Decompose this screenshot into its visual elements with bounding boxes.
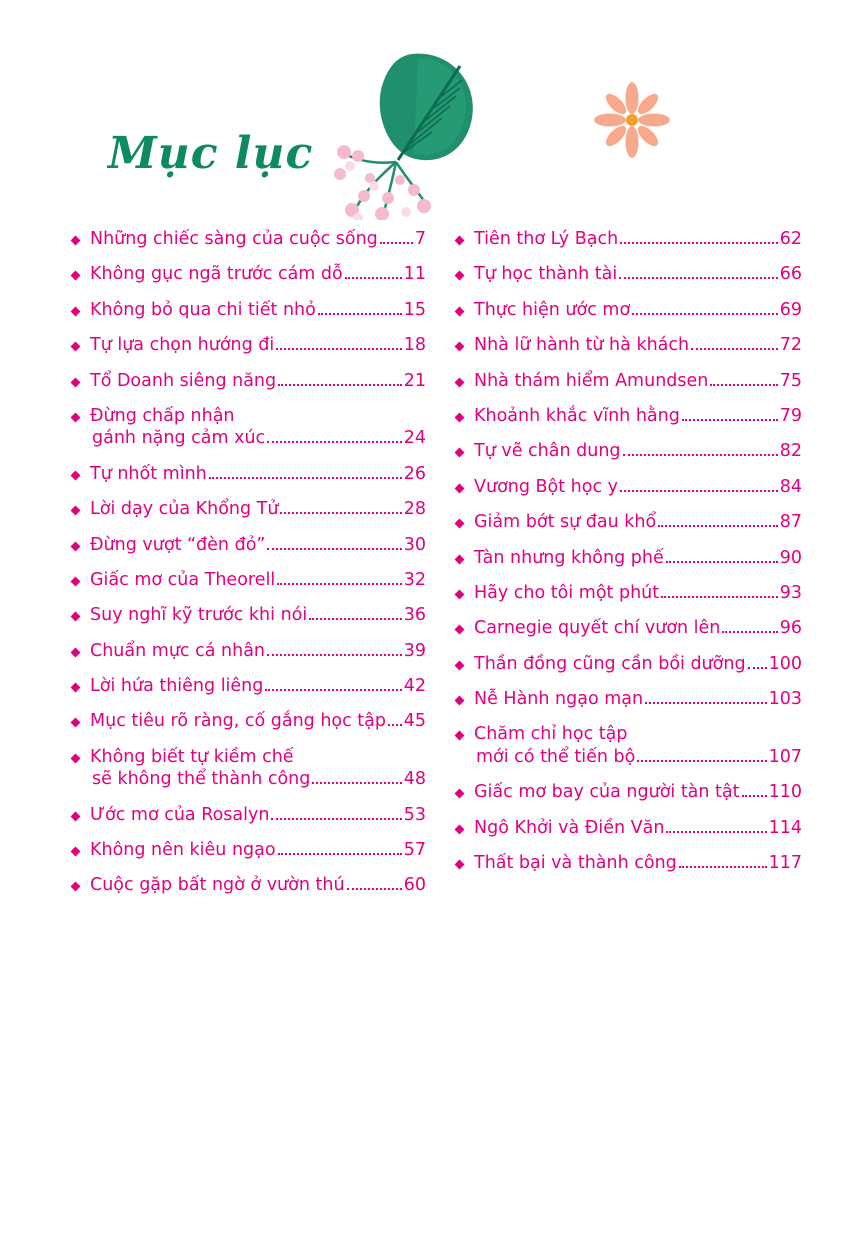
toc-entry-title: Chuẩn mực cá nhân (90, 640, 266, 661)
toc-entry-line (90, 768, 426, 790)
toc-entry-body (474, 370, 802, 392)
toc-entry-body (474, 405, 802, 427)
leader-dots (661, 595, 778, 598)
leader-dots (318, 312, 402, 315)
toc-entry-page-number: 45 (403, 711, 426, 732)
toc-entry-body (474, 440, 802, 462)
toc-entry-body (474, 582, 802, 604)
toc-entry-page-number: 24 (403, 428, 426, 449)
toc-entry-line (474, 723, 802, 745)
toc-entry-line (90, 299, 426, 321)
toc-entry-body (90, 463, 426, 485)
toc-entry-line (474, 405, 802, 427)
toc-entry-page-number: 72 (779, 335, 802, 356)
toc-entry-page-number: 93 (779, 582, 802, 603)
leader-dots (276, 347, 401, 350)
toc-entry[interactable] (456, 723, 802, 768)
toc-entry-page-number: 96 (779, 618, 802, 639)
toc-entry-page-number: 39 (403, 640, 426, 661)
toc-entry-page-number: 30 (403, 534, 426, 555)
toc-entry-title: Thất bại và thành công (474, 853, 677, 874)
toc-entry-page-number: 26 (403, 463, 426, 484)
toc-entry-line (474, 582, 802, 604)
diamond-bullet-icon (72, 379, 86, 386)
diamond-bullet-icon (72, 308, 86, 315)
toc-entry[interactable] (456, 476, 802, 498)
toc-entry-title: Hãy cho tôi một phút (474, 582, 660, 603)
toc-entry-page-number: 103 (768, 689, 802, 710)
diamond-bullet-icon (456, 591, 470, 598)
toc-entry-title: Khoảnh khắc vĩnh hằng (474, 405, 680, 426)
leader-dots (278, 852, 402, 855)
page-title: Mục lục (108, 128, 314, 179)
toc-entry-line (474, 852, 802, 874)
toc-entry[interactable] (72, 569, 426, 591)
toc-entry[interactable] (72, 710, 426, 732)
toc-entry-title: Tự vẽ chân dung (474, 441, 621, 462)
leader-dots (388, 723, 402, 726)
toc-entry-title: Thực hiện ước mơ (474, 299, 631, 320)
toc-entry[interactable] (72, 263, 426, 285)
toc-entry-page-number: 82 (779, 441, 802, 462)
toc-entry-body (474, 228, 802, 250)
toc-entry-title: Mục tiêu rõ ràng, cố gắng học tập (90, 711, 387, 732)
toc-entry-line (90, 427, 426, 449)
diamond-bullet-icon (72, 507, 86, 514)
toc-entry[interactable] (456, 688, 802, 710)
toc-entry-title: Giấc mơ bay của người tàn tật (474, 782, 740, 803)
toc-entry-title: Tiên thơ Lý Bạch (474, 229, 619, 249)
toc-entry-body (474, 476, 802, 498)
toc-entry-title: Vương Bột học y (474, 476, 619, 497)
toc-entry-line (90, 839, 426, 861)
toc-entry-title: Lời dạy của Khổng Tử (90, 499, 279, 520)
diamond-bullet-icon (456, 732, 470, 739)
toc-entry-line (90, 874, 426, 896)
diamond-bullet-icon (456, 556, 470, 563)
toc-entry-title: Nhà thám hiểm Amundsen (474, 370, 709, 391)
diamond-bullet-icon (456, 237, 470, 244)
toc-entry-body (474, 817, 802, 839)
toc-entry[interactable] (72, 604, 426, 626)
toc-entry-line (474, 617, 802, 639)
toc-entry-title: Tự lựa chọn hướng đi (90, 335, 275, 356)
toc-entry-page-number: 21 (403, 370, 426, 391)
diamond-bullet-icon (456, 826, 470, 833)
toc-entry-title: Tổ Doanh siêng năng (90, 370, 277, 391)
toc-entry-page-number: 28 (403, 499, 426, 520)
toc-entry-line (90, 263, 426, 285)
toc-entry-body (474, 781, 802, 803)
toc-entry[interactable] (456, 617, 802, 639)
diamond-bullet-icon (72, 755, 86, 762)
toc-entry[interactable] (72, 370, 426, 392)
toc-entry-page-number: 7 (414, 229, 426, 249)
diamond-bullet-icon (72, 684, 86, 691)
diamond-bullet-icon (456, 626, 470, 633)
toc-entry-page-number: 57 (403, 840, 426, 861)
leader-dots (267, 547, 401, 550)
leader-dots (637, 759, 766, 762)
leader-dots (265, 688, 401, 691)
toc-entry[interactable] (456, 405, 802, 427)
leader-dots (623, 453, 778, 456)
toc-entry-line (474, 334, 802, 356)
toc-entry[interactable] (72, 299, 426, 321)
toc-entry-body (474, 547, 802, 569)
diamond-bullet-icon (456, 414, 470, 421)
leader-dots (312, 781, 401, 784)
toc-entry-line (474, 370, 802, 392)
toc-entry[interactable] (72, 675, 426, 697)
toc-entry[interactable] (72, 405, 426, 450)
toc-entry-page-number: 79 (779, 405, 802, 426)
toc-entry-line (474, 299, 802, 321)
toc-entry-line (474, 228, 802, 250)
toc-entry-title: Chăm chỉ học tập (474, 724, 628, 745)
toc-entry-body (474, 617, 802, 639)
leader-dots (345, 276, 402, 279)
toc-entry-page-number: 36 (403, 605, 426, 626)
diamond-bullet-icon (456, 343, 470, 350)
toc-entry[interactable] (72, 874, 426, 896)
leader-dots (620, 241, 778, 244)
leader-dots (277, 582, 402, 585)
page-header (0, 0, 868, 220)
toc-entry-line (474, 440, 802, 462)
toc-entry-title: Nễ Hành ngạo mạn (474, 689, 644, 710)
toc-entry-page-number: 66 (779, 264, 802, 285)
toc-entry-line (90, 604, 426, 626)
toc-entry-page-number: 90 (779, 547, 802, 568)
toc-entry-page-number: 114 (768, 817, 802, 838)
toc-entry[interactable] (456, 299, 802, 321)
toc-entry-title: Giấc mơ của Theorell (90, 569, 276, 590)
toc-entry-title: Không bỏ qua chi tiết nhỏ (90, 299, 316, 320)
leader-dots (267, 653, 402, 656)
toc-entry-body (90, 569, 426, 591)
toc-entry-title: Không biết tự kiềm chế (90, 746, 294, 767)
toc-entry-page-number: 69 (779, 299, 802, 320)
leader-dots (742, 794, 767, 797)
toc-entry-page-number: 117 (768, 853, 802, 874)
leader-dots (278, 383, 402, 386)
toc-entry-title: Không gục ngã trước cám dỗ (90, 264, 343, 285)
toc-entry-title: Không nên kiêu ngạo (90, 840, 276, 861)
leader-dots (347, 887, 402, 890)
toc-entry-line (90, 640, 426, 662)
toc-entry-page-number: 107 (768, 746, 802, 767)
toc-entry-body (90, 263, 426, 285)
toc-entry-title: Lời hứa thiêng liêng (90, 676, 264, 697)
diamond-bullet-icon (72, 343, 86, 350)
toc-entry-line (90, 804, 426, 826)
leader-dots (722, 630, 777, 633)
toc-entry-body (90, 874, 426, 896)
diamond-bullet-icon (456, 485, 470, 492)
leader-dots (271, 817, 401, 820)
toc-entry-line (474, 476, 802, 498)
toc-entry-title: Ngô Khởi và Điền Văn (474, 817, 665, 838)
toc-entry-page-number: 84 (779, 476, 802, 497)
leader-dots (710, 383, 777, 386)
toc-entry[interactable] (72, 498, 426, 520)
toc-entry-title: Thần đồng cũng cần bồi dưỡng (474, 653, 746, 674)
toc-entry-body (90, 334, 426, 356)
toc-entry-line (90, 534, 426, 556)
toc-entry-page-number: 32 (403, 569, 426, 590)
toc-entry-title: sẽ không thể thành công (92, 769, 311, 790)
toc-entry-page-number: 60 (403, 875, 426, 896)
toc-entry-body (90, 370, 426, 392)
diamond-bullet-icon (456, 861, 470, 868)
diamond-bullet-icon (456, 790, 470, 797)
toc-entry-title: Tự học thành tài (474, 264, 618, 285)
toc-entry-body (90, 299, 426, 321)
toc-entry-line (90, 334, 426, 356)
toc-entry[interactable] (456, 781, 802, 803)
toc-entry-line (90, 746, 426, 768)
toc-entry-body (90, 839, 426, 861)
diamond-bullet-icon (456, 662, 470, 669)
toc-entry-body (90, 710, 426, 732)
toc-entry-line (474, 817, 802, 839)
toc-entry[interactable] (456, 653, 802, 675)
toc-entry-body (90, 534, 426, 556)
toc-entry-body (474, 299, 802, 321)
toc-entry-line (90, 228, 426, 250)
toc-entry[interactable] (72, 334, 426, 356)
toc-entry-line (90, 569, 426, 591)
toc-entry-title: mới có thể tiến bộ (476, 746, 636, 767)
toc-entry[interactable] (456, 228, 802, 250)
toc-entry-title: Suy nghĩ kỹ trước khi nói (90, 605, 308, 626)
toc-entry[interactable] (72, 804, 426, 826)
toc-entry-body (90, 498, 426, 520)
leader-dots (748, 666, 767, 669)
toc-entry-title: Những chiếc sàng của cuộc sống (90, 229, 378, 249)
toc-entry[interactable] (72, 839, 426, 861)
toc-entry-page-number: 18 (403, 335, 426, 356)
diamond-bullet-icon (72, 414, 86, 421)
toc-entry-title: Ước mơ của Rosalyn (90, 804, 270, 825)
toc-entry[interactable] (72, 228, 426, 250)
toc-column-right (434, 228, 868, 910)
leader-dots (632, 312, 778, 315)
toc-entry-body (474, 511, 802, 533)
toc-entry[interactable] (72, 534, 426, 556)
toc-entry-body (90, 675, 426, 697)
diamond-bullet-icon (456, 379, 470, 386)
toc-entry-body (474, 653, 802, 675)
toc-entry-title: Cuộc gặp bất ngờ ở vườn thú (90, 875, 345, 896)
leader-dots (666, 830, 766, 833)
leader-dots (691, 347, 778, 350)
toc-entry[interactable] (456, 370, 802, 392)
leaf-bouquet-icon (300, 40, 500, 220)
toc-entry-title: Đừng chấp nhận (90, 405, 235, 426)
toc-entry-title: Giảm bớt sự đau khổ (474, 512, 657, 533)
toc-entry[interactable] (456, 817, 802, 839)
toc-entry-page-number: 48 (403, 769, 426, 790)
leader-dots (209, 476, 402, 479)
diamond-bullet-icon (456, 449, 470, 456)
toc-column-left (0, 228, 434, 910)
toc-entry[interactable] (72, 463, 426, 485)
toc-entry-title: Carnegie quyết chí vươn lên (474, 618, 721, 639)
toc-entry-line (474, 511, 802, 533)
toc-entry-line (474, 781, 802, 803)
toc-entry-body (474, 852, 802, 874)
diamond-bullet-icon (72, 848, 86, 855)
leader-dots (682, 418, 778, 421)
leader-dots (380, 241, 413, 244)
toc-entry[interactable] (456, 334, 802, 356)
toc-columns (0, 228, 868, 910)
diamond-bullet-icon (72, 578, 86, 585)
toc-entry-page-number: 100 (768, 653, 802, 674)
toc-entry-body (90, 228, 426, 250)
toc-entry-line (90, 710, 426, 732)
toc-entry-line (474, 653, 802, 675)
toc-entry-title: Đừng vượt “đèn đỏ” (90, 534, 266, 555)
toc-entry-page-number: 110 (768, 782, 802, 803)
toc-entry-page-number: 15 (403, 299, 426, 320)
leader-dots (619, 276, 778, 279)
toc-entry-line (90, 463, 426, 485)
toc-entry-line (90, 675, 426, 697)
toc-entry-line (90, 370, 426, 392)
toc-entry[interactable] (456, 511, 802, 533)
toc-entry-page-number: 75 (779, 370, 802, 391)
diamond-bullet-icon (72, 649, 86, 656)
toc-entry-body (90, 804, 426, 826)
flower-icon (592, 80, 672, 160)
toc-entry[interactable] (72, 640, 426, 662)
diamond-bullet-icon (72, 237, 86, 244)
toc-entry-body (474, 334, 802, 356)
toc-entry-body (90, 405, 426, 450)
toc-entry-page-number: 53 (403, 804, 426, 825)
toc-entry-body (474, 688, 802, 710)
toc-entry-body (90, 746, 426, 791)
diamond-bullet-icon (72, 272, 86, 279)
toc-entry-line (90, 405, 426, 427)
toc-entry[interactable] (456, 582, 802, 604)
toc-entry-line (474, 547, 802, 569)
toc-entry-title: Nhà lữ hành từ hà khách (474, 335, 690, 356)
leader-dots (309, 617, 401, 620)
diamond-bullet-icon (456, 308, 470, 315)
diamond-bullet-icon (456, 697, 470, 704)
diamond-bullet-icon (72, 813, 86, 820)
diamond-bullet-icon (456, 272, 470, 279)
leader-dots (267, 440, 402, 443)
toc-entry-page-number: 11 (403, 264, 426, 285)
toc-entry-line (474, 263, 802, 285)
toc-entry-body (474, 263, 802, 285)
toc-entry-page-number: 42 (403, 676, 426, 697)
toc-entry-page-number: 87 (779, 512, 802, 533)
toc-entry-title: Tàn nhưng không phế (474, 547, 664, 568)
toc-entry-page-number: 62 (779, 229, 802, 249)
diamond-bullet-icon (72, 719, 86, 726)
leader-dots (658, 524, 778, 527)
diamond-bullet-icon (72, 613, 86, 620)
toc-entry[interactable] (456, 547, 802, 569)
toc-entry-title: gánh nặng cảm xúc (92, 428, 266, 449)
diamond-bullet-icon (72, 472, 86, 479)
diamond-bullet-icon (72, 883, 86, 890)
toc-entry-body (474, 723, 802, 768)
toc-entry-line (474, 746, 802, 768)
toc-entry-body (90, 604, 426, 626)
toc-entry[interactable] (456, 852, 802, 874)
leader-dots (645, 701, 766, 704)
toc-entry-line (90, 498, 426, 520)
toc-entry[interactable] (456, 263, 802, 285)
diamond-bullet-icon (72, 543, 86, 550)
toc-entry[interactable] (72, 746, 426, 791)
leader-dots (280, 511, 401, 514)
toc-entry[interactable] (456, 440, 802, 462)
toc-entry-body (90, 640, 426, 662)
leader-dots (679, 865, 767, 868)
diamond-bullet-icon (456, 520, 470, 527)
leader-dots (620, 489, 778, 492)
toc-entry-title: Tự nhốt mình (90, 463, 207, 484)
toc-entry-line (474, 688, 802, 710)
leader-dots (666, 560, 778, 563)
